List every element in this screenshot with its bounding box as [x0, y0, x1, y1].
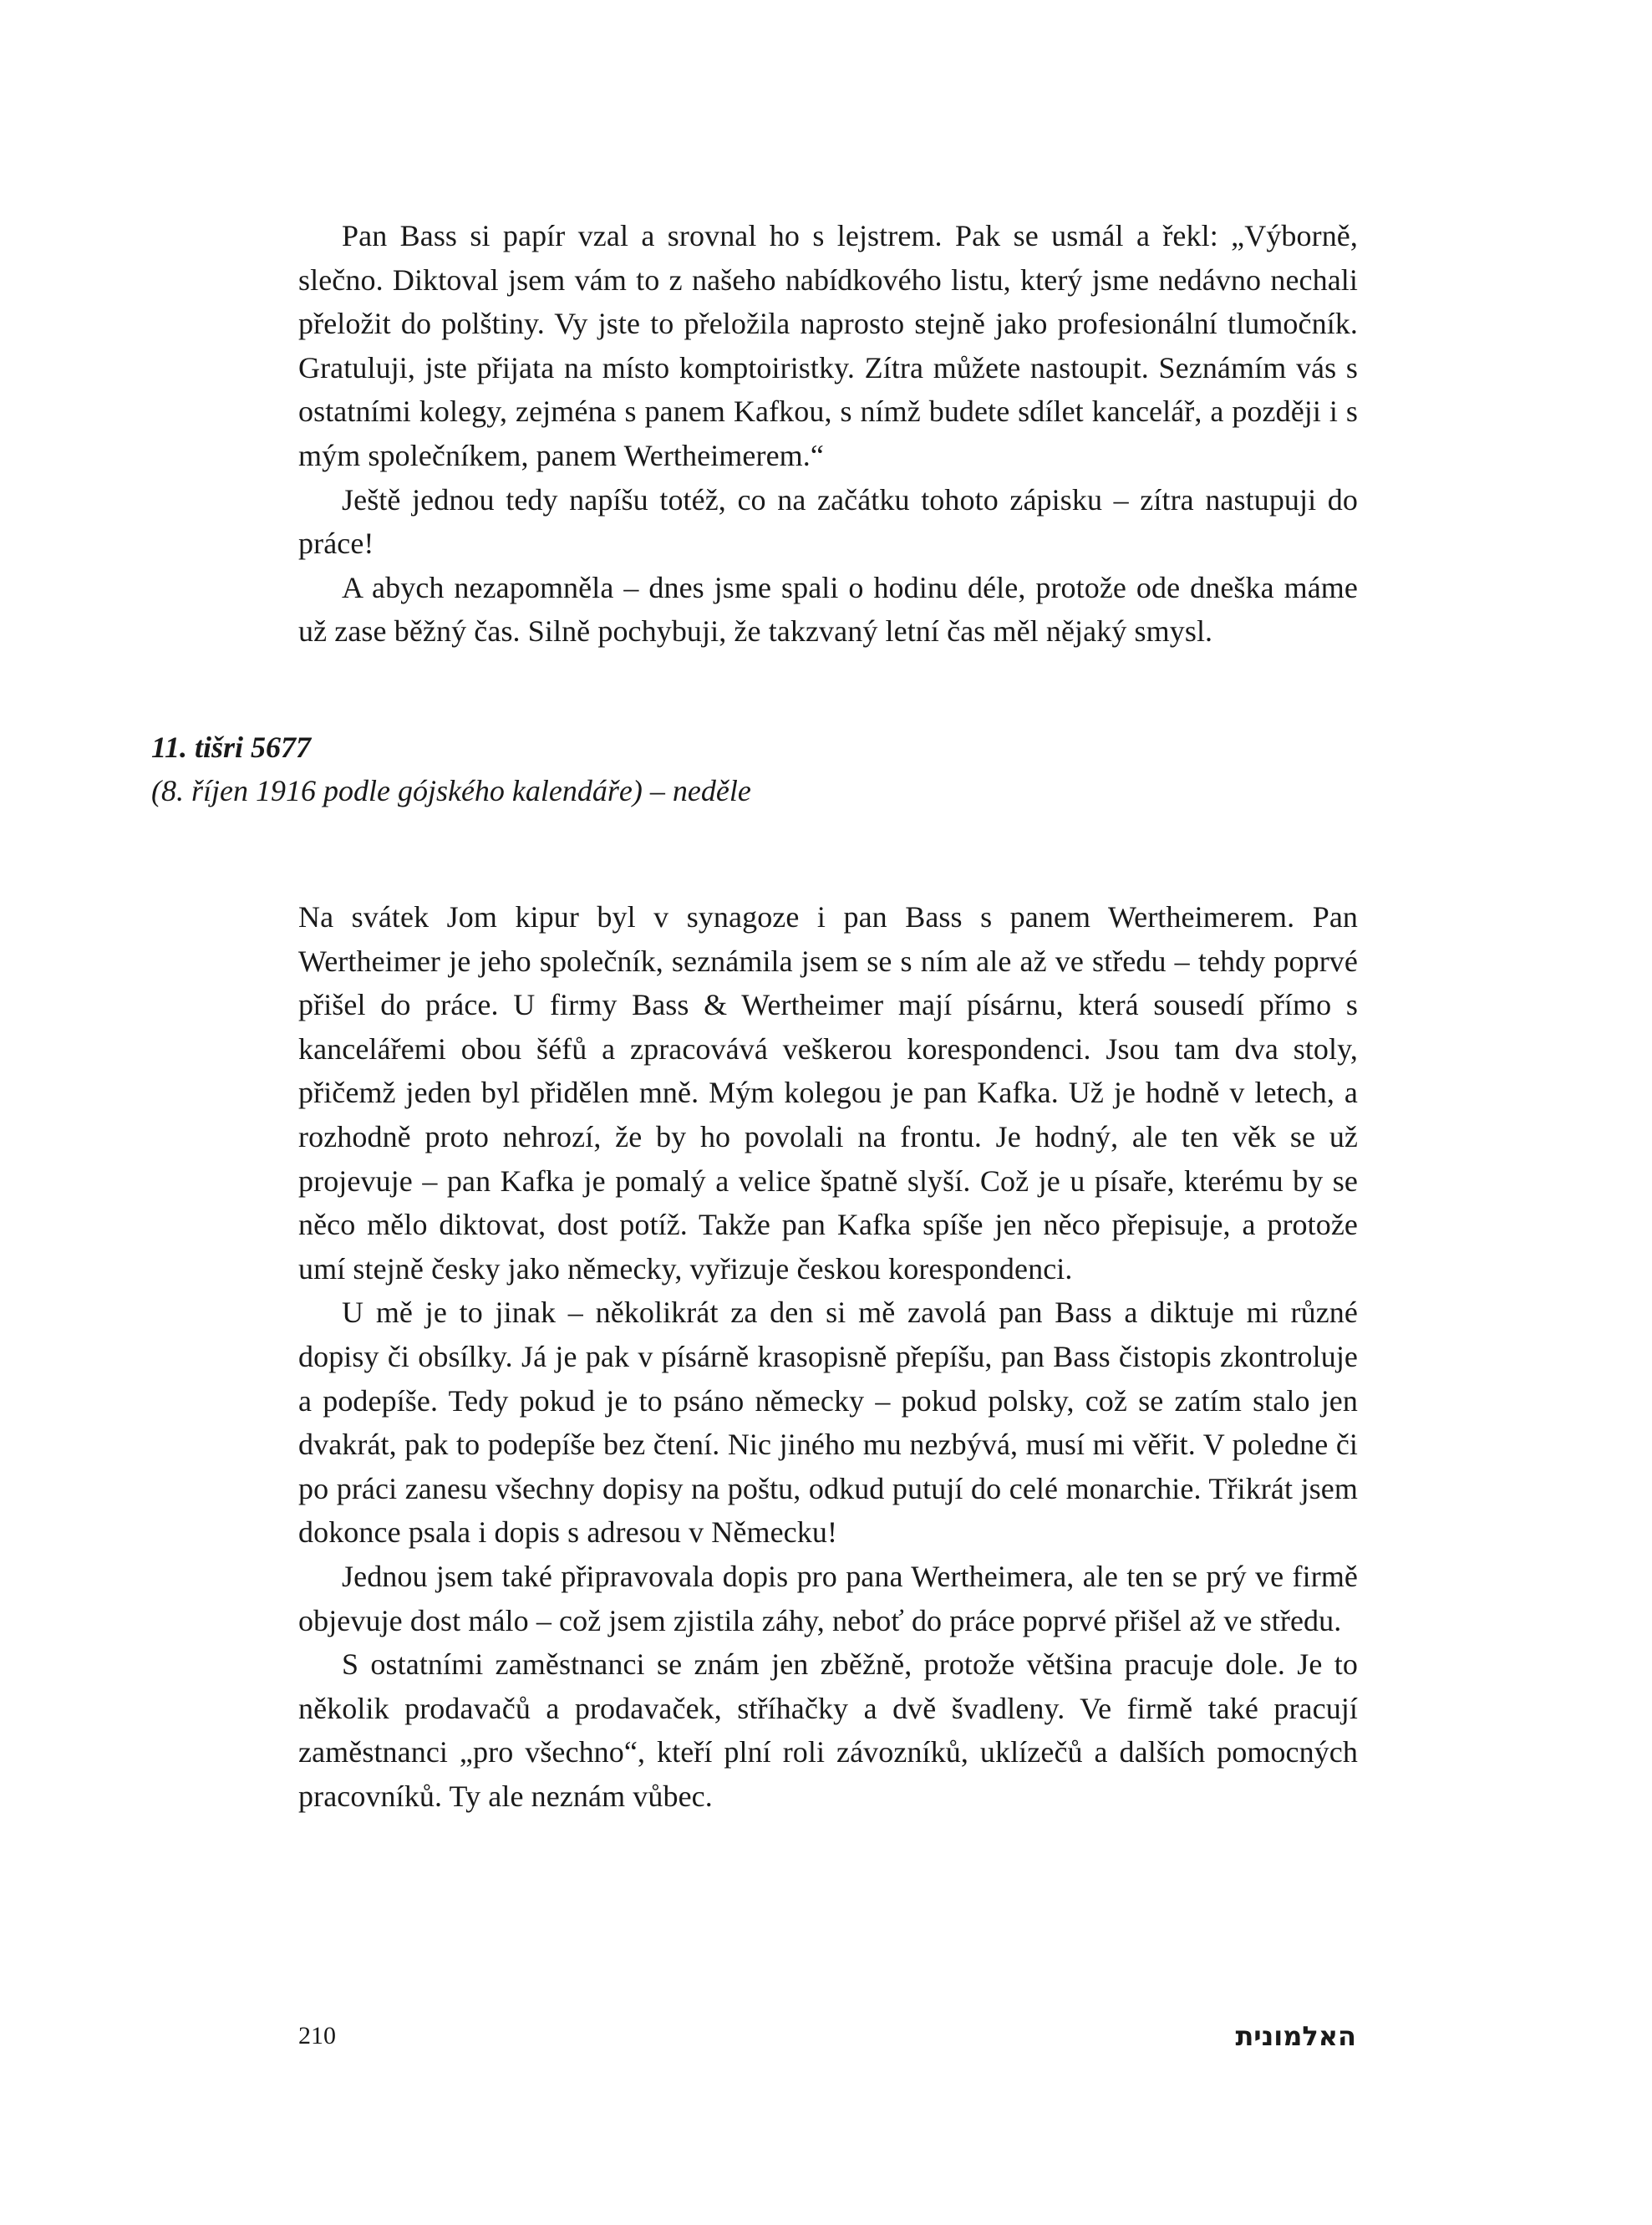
diary-entry-header: [151, 726, 1070, 812]
paragraph: S ostatními zaměstnanci se znám jen zběžně, protože většina pracuje dole. Je to několik prodavačů a prodavaček, stříhačky a dvě švadleny. Ve firmě také pracují zaměstnanci „pro všechno“, kteří plní roli závozníků, uklízečů a dalších pomocných pracovníků. Ty ale neznám vůbec.: [298, 1647, 1358, 1813]
paragraph: Pan Bass si papír vzal a srovnal ho s lejstrem. Pak se usmál a řekl: „Výborně, slečno. Diktoval jsem vám to z našeho nabídkového listu, který jsme nedávno nechali přeložit do polštiny. Vy jste to přeložila naprosto stejně jako profesionální tlumočník. Gratuluji, jste přijata na místo komptoiristky. Zítra můžete nastoupit. Seznámím vás s ostatními kolegy, zejména s panem Kafkou, s nímž budete sdílet kancelář, a později i s mým společníkem, panem Wertheimerem.“: [298, 219, 1358, 472]
paragraph: Na svátek Jom kipur byl v synagoze i pan Bass s panem Wertheimerem. Pan Wertheimer je jeho společník, seznámila jsem se s ním ale až ve středu – tehdy poprvé přišel do práce. U firmy Bass & Wertheimer mají písárnu, která sousedí přímo s kancelářemi obou šéfů a zpracovává veškerou korespondenci. Jsou tam dva stoly, přičemž jeden byl přidělen mně. Mým kolegou je pan Kafka. Už je hodně v letech, a rozhodně proto nehrozí, že by ho povolali na frontu. Je hodný, ale ten věk se už projevuje – pan Kafka je pomalý a velice špatně slyší. Což je u písaře, kterému by se něco mělo diktovat, dost potíž. Takže pan Kafka spíše jen něco přepisuje, a protože umí stejně česky jako německy, vyřizuje českou korespondenci.: [298, 900, 1358, 1286]
page-number: 210: [298, 2022, 336, 2049]
entry-subtitle: (8. říjen 1916 podle gójského kalendáře) – neděle: [151, 774, 751, 807]
paragraph: Ještě jednou tedy napíšu totéž, co na začátku tohoto zápisku – zítra nastupuji do práce!: [298, 482, 1358, 561]
entry-date: 11. tišri 5677: [151, 731, 312, 764]
paragraph: A abych nezapomněla – dnes jsme spali o hodinu déle, protože ode dneška máme už zase běžný čas. Silně pochybuji, že takzvaný letní čas měl nějaký smysl.: [298, 570, 1358, 649]
paragraph: Jednou jsem také připravovala dopis pro pana Wertheimera, ale ten se prý ve firmě objevuje dost málo – což jsem zjistila záhy, neboť do práce poprvé přišel až ve středu.: [298, 1559, 1358, 1637]
running-head: האלמונית: [1235, 2020, 1356, 2052]
continued-entry-text: [298, 214, 1358, 654]
diary-entry-body: [298, 895, 1358, 1818]
paragraph: U mě je to jinak – několikrát za den si mě zavolá pan Bass a diktuje mi různé dopisy či obsílky. Já je pak v písárně krasopisně přepíšu, pan Bass čistopis zkontroluje a podepíše. Tedy pokud je to psáno německy – pokud polsky, což se zatím stalo jen dvakrát, pak to podepíše bez čtení. Nic jiného mu nezbývá, musí mi věřit. V poledne či po práci zanesu všechny dopisy na poštu, odkud putují do celé monarchie. Třikrát jsem dokonce psala i dopis s adresou v Německu!: [298, 1296, 1358, 1550]
